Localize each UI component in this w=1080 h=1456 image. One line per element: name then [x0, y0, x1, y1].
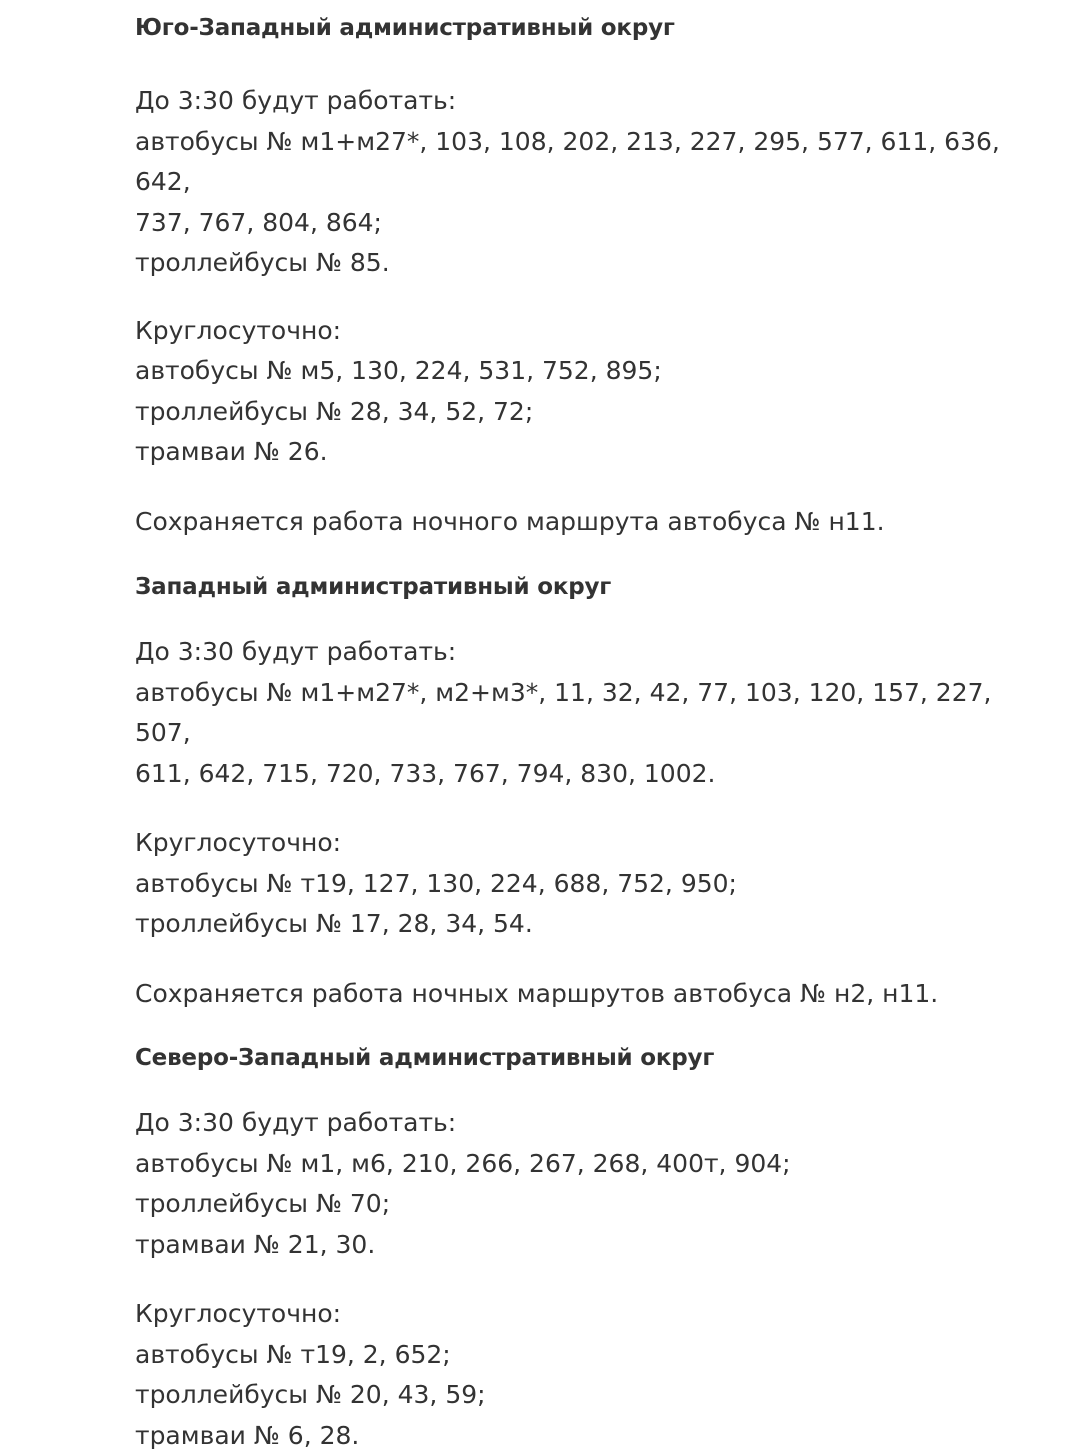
text-line: трамваи № 6, 28. — [135, 1416, 1035, 1456]
text-line: автобусы № м1+м27*, м2+м3*, 11, 32, 42, 77, 103, 120, 157, 227, 507, — [135, 673, 1035, 754]
text-line: троллейбусы № 70; — [135, 1184, 1035, 1225]
text-line: Круглосуточно: — [135, 1294, 1035, 1335]
text-line: Сохраняется работа ночных маршрутов автобуса № н2, н11. — [135, 974, 1035, 1015]
text-line: троллейбусы № 85. — [135, 243, 1035, 284]
text-line: троллейбусы № 28, 34, 52, 72; — [135, 392, 1035, 433]
district-section — [135, 12, 1035, 542]
text-line: Сохраняется работа ночного маршрута автобуса № н11. — [135, 502, 1035, 543]
text-line: автобусы № м5, 130, 224, 531, 752, 895; — [135, 351, 1035, 392]
text-line: трамваи № 21, 30. — [135, 1225, 1035, 1266]
text-line: Круглосуточно: — [135, 311, 1035, 352]
schedule-paragraph — [135, 823, 1035, 945]
text-line: До 3:30 будут работать: — [135, 632, 1035, 673]
article-body — [135, 0, 1035, 1456]
text-line: троллейбусы № 20, 43, 59; — [135, 1375, 1035, 1416]
text-line: 737, 767, 804, 864; — [135, 203, 1035, 244]
note-paragraph — [135, 502, 1035, 543]
schedule-paragraph — [135, 1294, 1035, 1456]
text-line: Круглосуточно: — [135, 823, 1035, 864]
text-line: автобусы № м1+м27*, 103, 108, 202, 213, 227, 295, 577, 611, 636, 642, — [135, 122, 1035, 203]
section-heading: Западный административный округ — [135, 571, 1035, 603]
text-line: троллейбусы № 17, 28, 34, 54. — [135, 904, 1035, 945]
schedule-paragraph — [135, 81, 1035, 284]
text-line: автобусы № т19, 127, 130, 224, 688, 752, 950; — [135, 864, 1035, 905]
schedule-paragraph — [135, 632, 1035, 794]
text-line: До 3:30 будут работать: — [135, 81, 1035, 122]
district-section — [135, 1042, 1035, 1456]
section-heading: Северо-Западный административный округ — [135, 1042, 1035, 1074]
text-line: До 3:30 будут работать: — [135, 1103, 1035, 1144]
text-line: автобусы № м1, м6, 210, 266, 267, 268, 400т, 904; — [135, 1144, 1035, 1185]
schedule-paragraph — [135, 311, 1035, 473]
text-line: трамваи № 26. — [135, 432, 1035, 473]
note-paragraph — [135, 974, 1035, 1015]
text-line: автобусы № т19, 2, 652; — [135, 1335, 1035, 1376]
schedule-paragraph — [135, 1103, 1035, 1265]
section-heading: Юго-Западный административный округ — [135, 12, 1035, 44]
district-section — [135, 571, 1035, 1014]
text-line: 611, 642, 715, 720, 733, 767, 794, 830, 1002. — [135, 754, 1035, 795]
